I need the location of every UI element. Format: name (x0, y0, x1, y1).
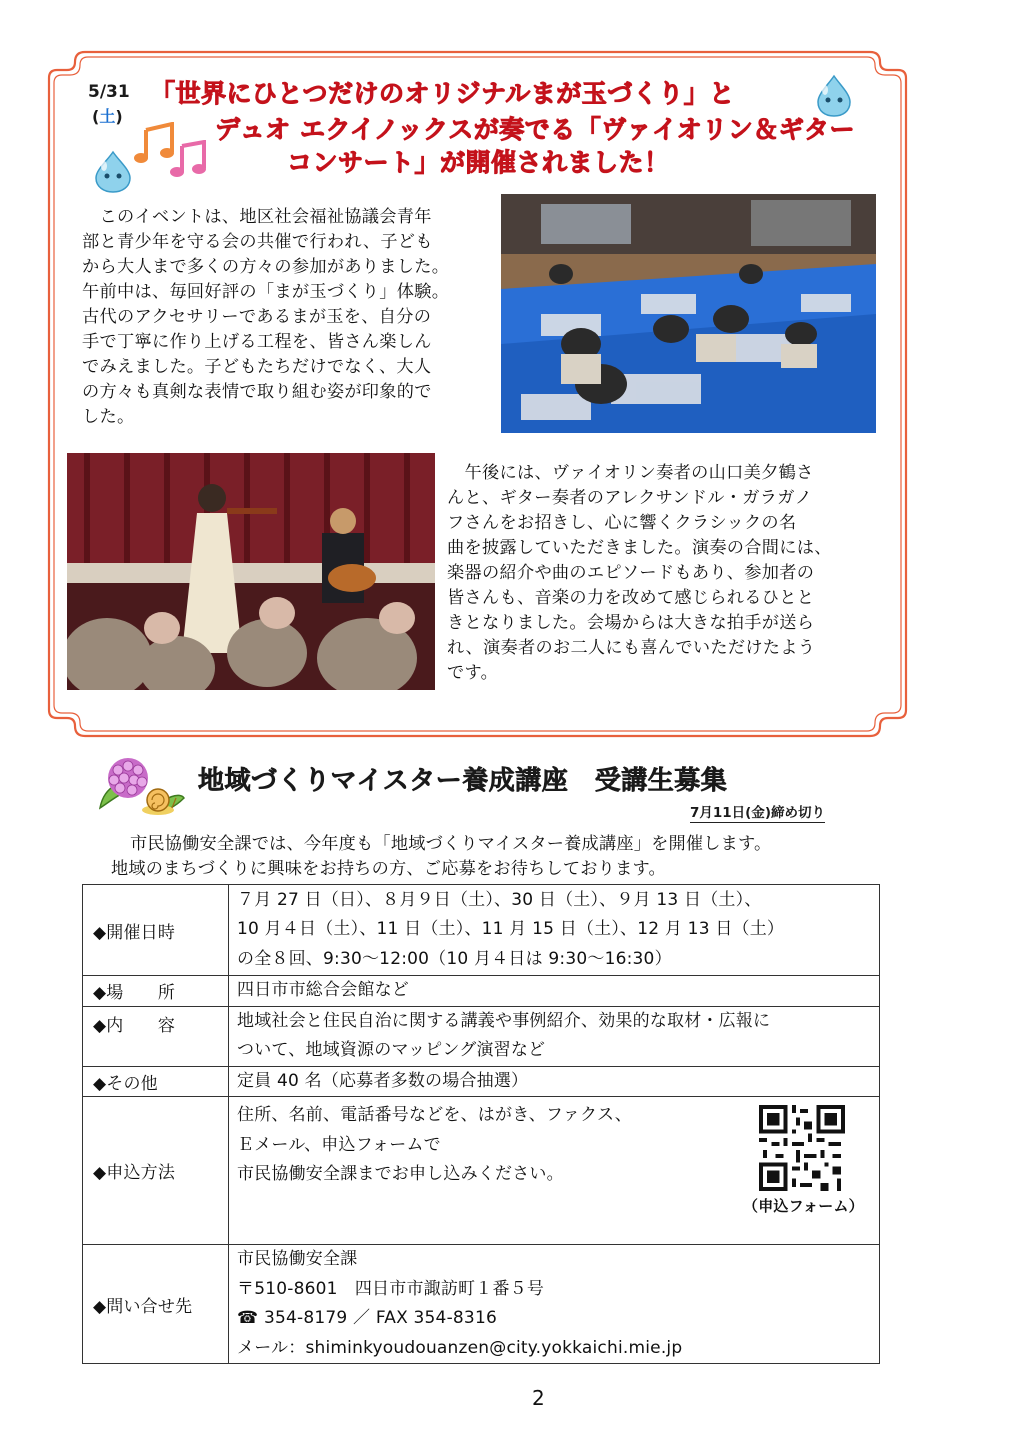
table-row (83, 1066, 880, 1097)
weekday-label: 土 (99, 107, 116, 126)
course-title: 地域づくりマイスター養成講座 受講生募集 (198, 766, 728, 796)
table-row (83, 1097, 880, 1245)
hydrangea-snail-icon (94, 756, 186, 822)
concert-photo (67, 453, 435, 690)
qr-code-caption: （申込フォーム） (743, 1197, 864, 1215)
headline-line-3: コンサート」が開催されました！ (287, 148, 670, 177)
row-value-application: 住所、名前、電話番号などを、はがき、ファクス、 Ｅメール、申込フォームで 市民協働安全課までお申し込みください。 (237, 1105, 632, 1184)
magatama-workshop-photo (501, 194, 876, 433)
row-value-contact: 市民協働安全課 〒510-8601 四日市市諏訪町１番５号 ☎ 354-8179 ／ FAX 354-8316 メール：shiminkyoudouanzen@city.yokkaichi.mie.jp (229, 1245, 880, 1364)
row-value-venue: 四日市市総合会館など (229, 976, 880, 1007)
qr-code-block (743, 1105, 864, 1216)
table-row (83, 1006, 880, 1066)
music-note-icon (168, 140, 212, 180)
headline-line-1: 「世界にひとつだけのオリジナルまが玉づくり」と (150, 79, 735, 108)
row-label-other: ◆その他 (83, 1066, 229, 1097)
page-number: 2 (532, 1386, 545, 1410)
row-value-application-cell (229, 1097, 880, 1245)
course-info-table (82, 884, 880, 1364)
headline-line-2: デュオ エクイノックスが奏でる「ヴァイオリン＆ギター (215, 115, 855, 144)
row-label-venue: ◆場 所 (83, 976, 229, 1007)
course-intro-line-1: 市民協働安全課では、今年度も「地域づくりマイスター養成講座」を開催します。 (130, 834, 772, 854)
water-drop-character-icon (812, 72, 856, 118)
table-row (83, 885, 880, 976)
row-value-other: 定員 40 名（応募者多数の場合抽選） (229, 1066, 880, 1097)
event-paragraph-morning: このイベントは、地区社会福祉協議会青年 部と青少年を守る会の共催で行われ、子ども から大人まで多くの方々の参加がありました。 午前中は、毎回好評の「まが玉づくり」体験。 古代のアクセサリーであるまが玉を、自分の 手で丁寧に作り上げる工程を、皆さん楽しん でみえました。子どもたちだけでなく、大人 の方々も真剣な表情で取り組む姿が印象的で した。 (82, 207, 450, 427)
event-paragraph-afternoon: 午後には、ヴァイオリン奏者の山口美夕鶴さ んと、ギター奏者のアレクサンドル・ガラガノ フさんをお招きし、心に響くクラシックの名 曲を披露していただきました。演奏の合間には、 楽器の紹介や曲のエピソードもあり、参加者の 皆さんも、音楽の力を改めて感じられるひとと きとなりました。会場からは大きな拍手が送ら れ、演奏者のお二人にも喜んでいただけたよう です。 (447, 463, 832, 683)
event-date: 5/31 (88, 82, 130, 102)
course-intro-line-2: 地域のまちづくりに興味をお持ちの方、ご応募をお待ちしております。 (111, 859, 666, 879)
row-value-schedule: ７月 27 日（日）、８月９日（土）、30 日（土）、９月 13 日（土）、 10 月４日（土）、11 日（土）、11 月 15 日（土）、12 月 13 日（土） の全８回、9:30～12:00（10 月４日は 9:30～16:30） (229, 885, 880, 976)
event-weekday: (土) (92, 107, 123, 126)
qr-code-icon[interactable] (759, 1105, 845, 1191)
table-row (83, 1245, 880, 1364)
application-deadline: 7月11日(金)締め切り (690, 801, 825, 823)
row-label-content: ◆内 容 (83, 1006, 229, 1066)
row-value-content: 地域社会と住民自治に関する講義や事例紹介、効果的な取材・広報に ついて、地域資源のマッピング演習など (229, 1006, 880, 1066)
row-label-application: ◆申込方法 (83, 1097, 229, 1245)
water-drop-character-icon (90, 148, 136, 194)
row-label-contact: ◆問い合せ先 (83, 1245, 229, 1364)
table-row (83, 976, 880, 1007)
row-label-schedule: ◆開催日時 (83, 885, 229, 976)
